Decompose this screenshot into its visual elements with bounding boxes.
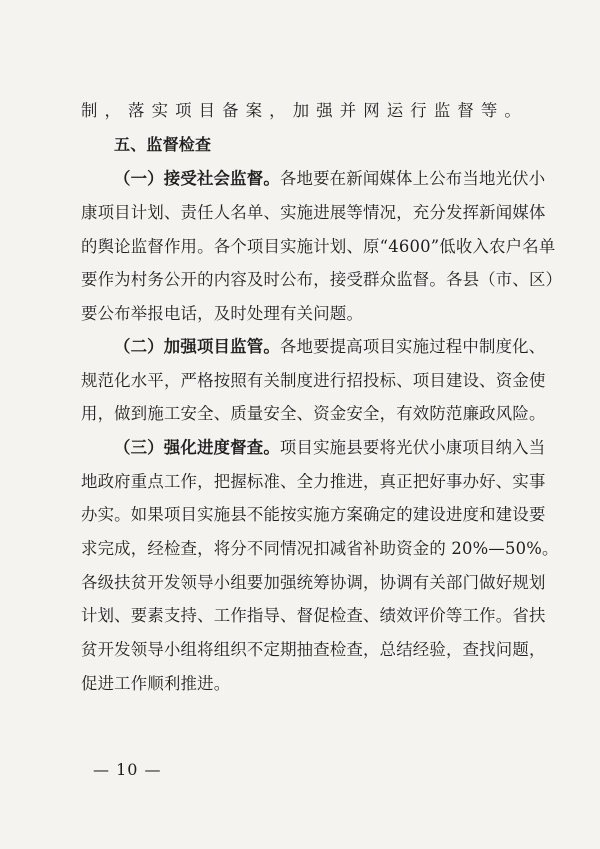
paragraph-2-lead: （二）加强项目监管。 <box>114 337 280 356</box>
paragraph-3-line-6: 计划、要素支持、工作指导、督促检查、绩效评价等工作。省扶 <box>81 606 546 625</box>
paragraph-1-lead: （一）接受社会监督。 <box>114 169 280 188</box>
page-number: — 10 — <box>93 760 162 779</box>
paragraph-2-line-1 <box>114 337 546 357</box>
paragraph-1-line-3: 的舆论监督作用。各个项目实施计划、原“4600”低收入农户名单 <box>81 237 556 256</box>
paragraph-3-line-8: 促进工作顺利推进。 <box>81 674 231 693</box>
paragraph-1-line-4: 要作为村务公开的内容及时公布，接受群众监督。各县（市、区） <box>81 270 563 289</box>
paragraph-2-line-2: 规范化水平，严格按照有关制度进行招投标、项目建设、资金使 <box>81 371 546 390</box>
paragraph-1-line-1-text: 各地要在新闻媒体上公布当地光伏小 <box>279 169 546 188</box>
paragraph-1-line-2: 康项目计划、责任人名单、实施进展等情况，充分发挥新闻媒体 <box>81 203 546 222</box>
paragraph-3-line-5: 各级扶贫开发领导小组要加强统筹协调，协调有关部门做好规划 <box>81 573 546 592</box>
paragraph-2-line-1-text: 各地要提高项目实施过程中制度化、 <box>279 337 546 356</box>
paragraph-3-line-1-text: 项目实施县要将光伏小康项目纳入当 <box>279 438 546 457</box>
paragraph-1-line-1 <box>114 169 546 189</box>
paragraph-3-line-2: 地政府重点工作，把握标准、全力推进，真正把好事办好、实事 <box>81 472 546 491</box>
paragraph-3-line-1 <box>114 438 546 458</box>
paragraph-3-lead: （三）强化进度督查。 <box>114 438 280 457</box>
paragraph-2-line-3: 用，做到施工安全、质量安全、资金安全，有效防范廉政风险。 <box>81 404 546 423</box>
paragraph-3-line-7: 贫开发领导小组将组织不定期抽查检查，总结经验，查找问题， <box>81 640 546 659</box>
section-heading: 五、监督检查 <box>114 135 212 154</box>
paragraph-3-line-3: 办实。如果项目实施县不能按实施方案确定的建设进度和建设要 <box>81 505 546 524</box>
continuation-line: 制，落实项目备案，加强并网运行监督等。 <box>81 101 521 120</box>
paragraph-1-line-5: 要公布举报电话，及时处理有关问题。 <box>81 304 364 323</box>
paragraph-3-line-4: 求完成，经检查，将分不同情况扣减省补助资金的 20%—50%。 <box>81 539 559 558</box>
